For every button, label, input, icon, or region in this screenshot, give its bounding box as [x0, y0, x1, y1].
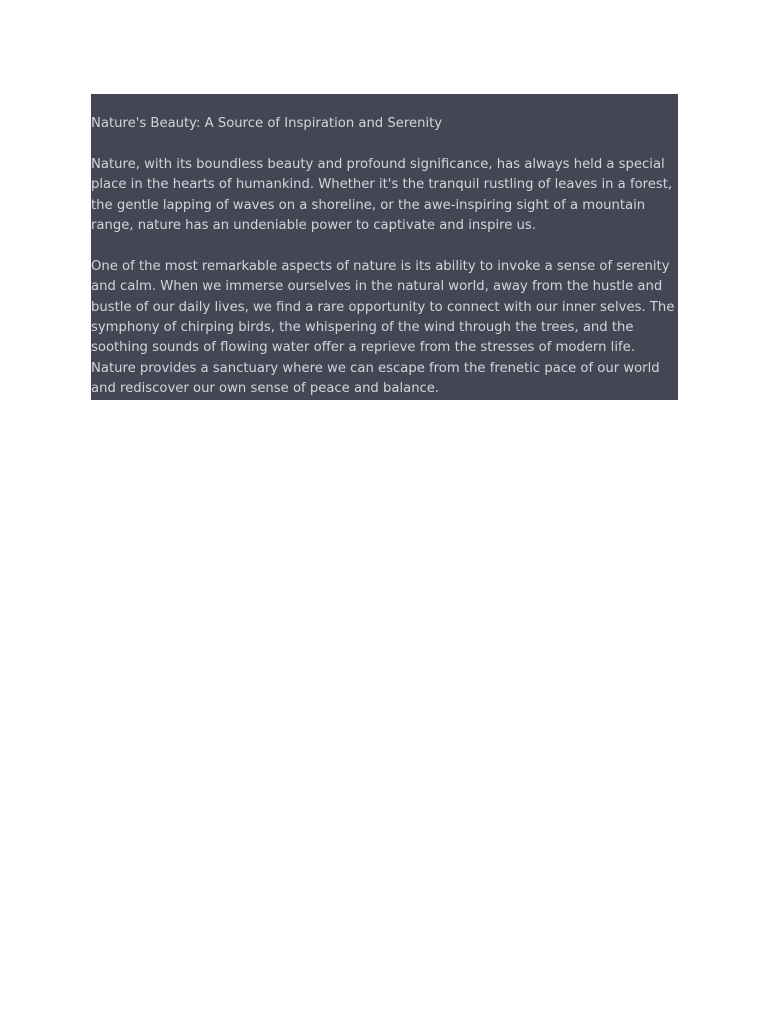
essay-text-block [91, 94, 678, 400]
essay-paragraph-1: Nature, with its boundless beauty and profound significance, has always held a special place in the hearts of humankind. Whether it's the tranquil rustling of leaves in a forest, the gentle lapping of waves on a shoreline, or the awe-inspiring sight of a mountain range, nature has an undeniable power to captivate and inspire us. [91, 156, 673, 234]
essay-paragraph-2: One of the most remarkable aspects of nature is its ability to invoke a sense of serenity and calm. When we immerse ourselves in the natural world, away from the hustle and bustle of our daily lives, we find a rare opportunity to connect with our inner selves. The symphony of chirping birds, the whispering of the wind through the trees, and the soothing sounds of flowing water offer a reprieve from the stresses of modern life. Nature provides a sanctuary where we can escape from the frenetic pace of our world and rediscover our own sense of peace and balance. [91, 258, 675, 397]
essay-title: Nature's Beauty: A Source of Inspiration and Serenity [91, 116, 443, 131]
